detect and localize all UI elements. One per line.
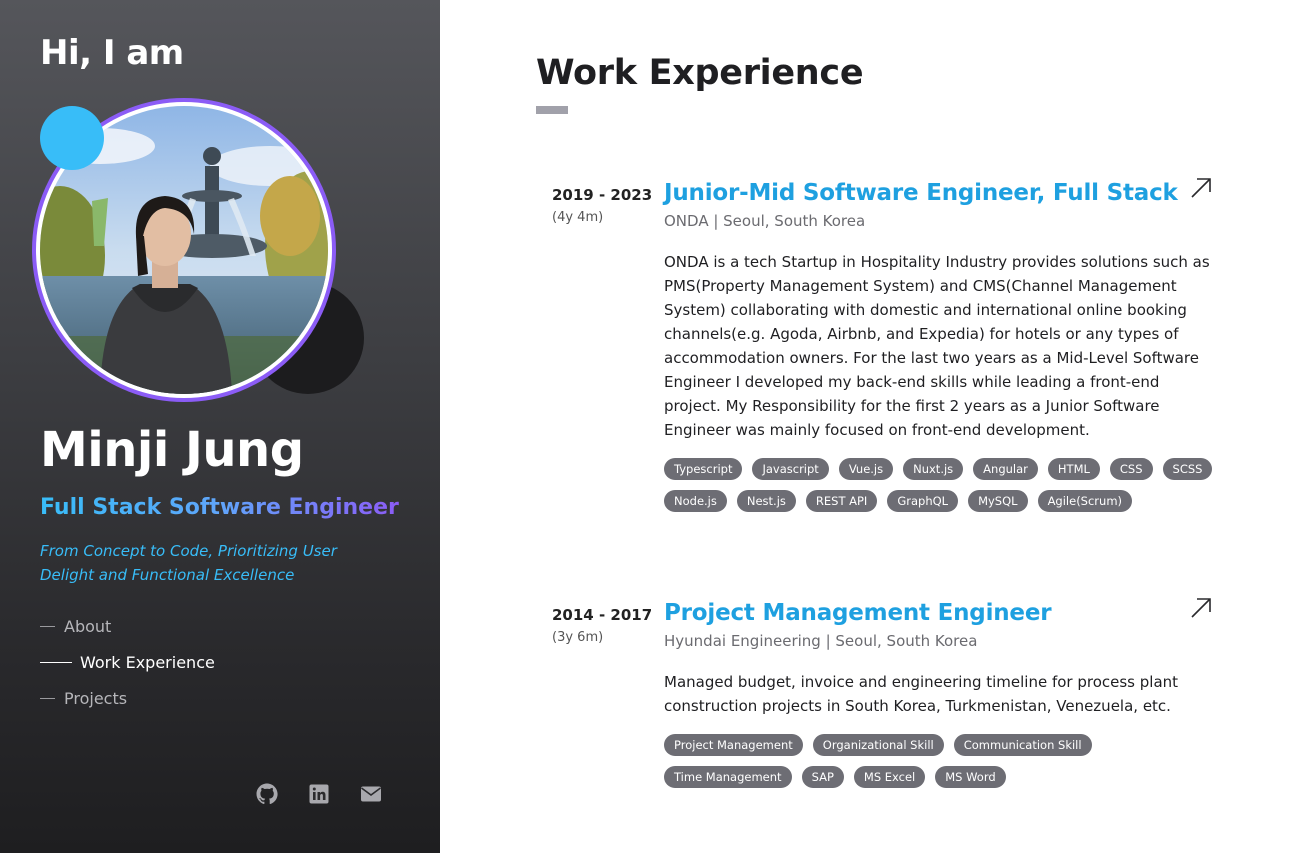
skill-tag: Vue.js (839, 458, 893, 480)
skill-tag: Typescript (664, 458, 742, 480)
profile-tagline: From Concept to Code, Prioritizing User Delight and Functional Excellence (40, 542, 337, 584)
nav-item-label: Work Experience (80, 652, 215, 672)
skill-tag: HTML (1048, 458, 1100, 480)
nav-indicator-line (40, 626, 55, 627)
skill-tag: SAP (802, 766, 844, 788)
decorative-blue-dot (40, 106, 104, 170)
nav-indicator-line (40, 662, 72, 663)
job-title[interactable]: Junior-Mid Software Engineer, Full Stack (664, 180, 1178, 206)
job-body (664, 600, 1217, 788)
section-title: Work Experience (536, 53, 864, 93)
nav-item-label: Projects (64, 688, 128, 708)
job-body (664, 180, 1217, 512)
main-content (440, 0, 1314, 853)
job-company: Hyundai Engineering | Seoul, South Korea (664, 632, 978, 650)
nav-item-about[interactable] (40, 608, 215, 644)
skill-tags (664, 458, 1224, 512)
skill-tag: CSS (1110, 458, 1153, 480)
external-link-arrow-icon[interactable] (1189, 596, 1213, 620)
skill-tag: Nuxt.js (903, 458, 963, 480)
job-description: ONDA is a tech Startup in Hospitality Industry provides solutions such as PMS(Property Management System) and CMS(Channel Management System) collaborating with domestic and international online booking channels(e.g. Agoda, Airbnb, and Expedia) for hotels or any types of accommodation owners. For the last two years as a Mid-Level Software Engineer I developed my back-end skills while leading a front-end project. My Responsibility for the first 2 years as a Junior Software Engineer was mainly focused on front-end development. (664, 253, 1210, 439)
skill-tag: Time Management (664, 766, 792, 788)
job-company: ONDA | Seoul, South Korea (664, 212, 866, 230)
skill-tag: Organizational Skill (813, 734, 944, 756)
skill-tag: Agile(Scrum) (1038, 490, 1132, 512)
skill-tag: GraphQL (887, 490, 958, 512)
nav-indicator-line (40, 698, 55, 699)
mail-icon[interactable] (359, 782, 383, 806)
skill-tag: Project Management (664, 734, 803, 756)
job-dates: 2014 - 2017 (552, 606, 653, 624)
nav-item-projects[interactable] (40, 680, 215, 716)
skill-tags (664, 734, 1224, 788)
skill-tag: Nest.js (737, 490, 796, 512)
greeting: Hi, I am (40, 33, 184, 73)
skill-tag: SCSS (1163, 458, 1213, 480)
profile-name: Minji Jung (40, 422, 304, 478)
title-underline (536, 106, 568, 114)
skill-tag: Communication Skill (954, 734, 1092, 756)
skill-tag: Angular (973, 458, 1038, 480)
skill-tag: Node.js (664, 490, 727, 512)
github-icon[interactable] (255, 782, 279, 806)
skill-tag: MS Excel (854, 766, 925, 788)
profile-role: Full Stack Software Engineer (40, 495, 399, 520)
job-duration: (4y 4m) (552, 210, 604, 225)
linkedin-icon[interactable] (307, 782, 331, 806)
sidebar (0, 0, 440, 853)
nav-item-work-experience[interactable] (40, 644, 215, 680)
job-dates: 2019 - 2023 (552, 186, 653, 204)
skill-tag: MS Word (935, 766, 1005, 788)
nav-item-label: About (64, 616, 112, 636)
skill-tag: Javascript (752, 458, 828, 480)
skill-tag: MySQL (968, 490, 1028, 512)
sidebar-nav (40, 608, 215, 716)
skill-tag: REST API (806, 490, 877, 512)
external-link-arrow-icon[interactable] (1189, 176, 1213, 200)
job-title[interactable]: Project Management Engineer (664, 600, 1052, 626)
job-description: Managed budget, invoice and engineering timeline for process plant construction projects in South Korea, Turkmenistan, Venezuela, etc. (664, 673, 1179, 715)
social-links (255, 782, 383, 806)
job-duration: (3y 6m) (552, 630, 604, 645)
